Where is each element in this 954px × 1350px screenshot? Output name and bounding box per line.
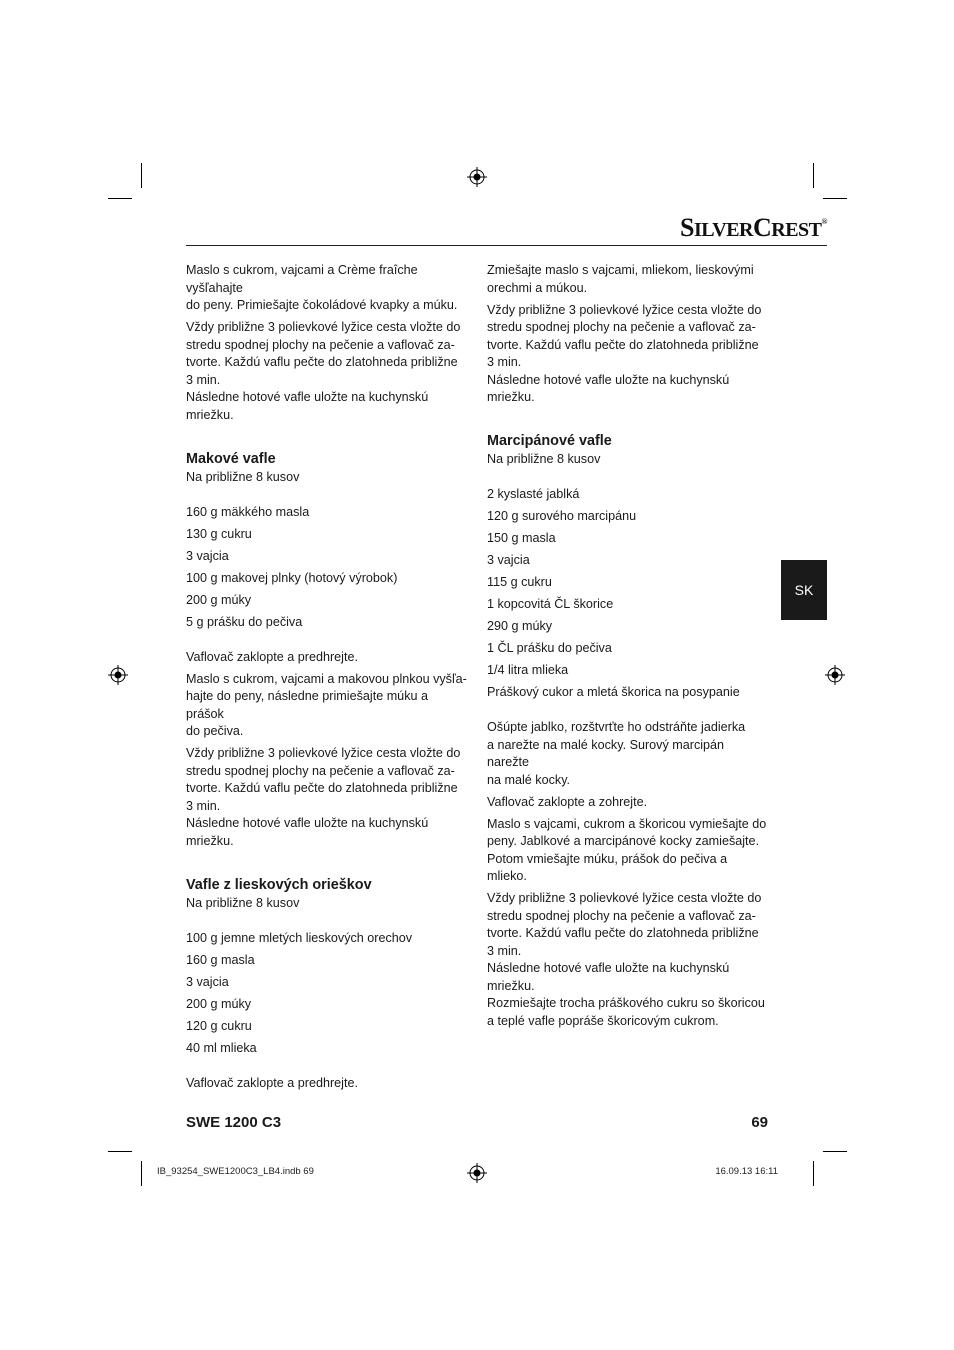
ingredient: 100 g jemne mletých lieskových orechov <box>186 930 413 945</box>
ingredient: 3 vajcia <box>186 974 229 989</box>
page-number: 69 <box>751 1114 768 1131</box>
crop-mark <box>141 1161 142 1186</box>
section-heading: Vafle z lieskových orieškov <box>186 876 372 893</box>
ingredient: 40 ml mlieka <box>186 1040 257 1055</box>
crop-mark <box>813 163 814 188</box>
silvercrest-logo: SILVERCREST® <box>680 213 827 242</box>
ingredient: 1 ČL prášku do pečiva <box>487 641 612 655</box>
ingredient-list <box>186 504 468 632</box>
paragraph: Maslo s cukrom, vajcami a Crème fraîche vyšľahajte do peny. Primiešajte čokoládové kvapky a múku. <box>186 263 458 312</box>
language-tab-label: SK <box>794 582 814 598</box>
ingredient: 2 kyslasté jablká <box>487 487 580 501</box>
yield-text: Na približne 8 kusov <box>186 469 300 484</box>
right-column <box>487 262 769 1035</box>
registration-mark-icon <box>108 665 128 685</box>
crop-mark <box>813 1161 814 1186</box>
ingredient: 120 g surového marcipánu <box>487 509 637 523</box>
crop-mark <box>823 198 847 199</box>
registration-mark-icon <box>467 1163 487 1183</box>
yield-text: Na približne 8 kusov <box>487 452 601 466</box>
paragraph: Vždy približne 3 polievkové lyžice cesta vložte do stredu spodnej plochy na pečenie a vaflovač za- tvorte. Každú vaflu pečte do zlatohneda približne 3 min. Následne hotové vafle uložte na kuchynskú mriežku. <box>186 746 461 848</box>
ingredient: 130 g cukru <box>186 526 252 541</box>
ingredient-list <box>186 930 468 1058</box>
registration-mark-icon <box>467 167 487 187</box>
footer-model: SWE 1200 C3 <box>186 1114 282 1131</box>
crop-mark <box>823 1151 847 1152</box>
paragraph: Vždy približne 3 polievkové lyžice cesta vložte do stredu spodnej plochy na pečenie a vaflovač za- tvorte. Každú vaflu pečte do zlatohneda približne 3 min. Následne hotové vafle uložte na kuchynskú mriežku. Rozmiešajte trocha práškového cukru so škoricou a teplé vafle popráše škoricovým cukrom. <box>487 891 765 1028</box>
crop-mark <box>108 1151 132 1152</box>
paragraph: Vždy približne 3 polievkové lyžice cesta vložte do stredu spodnej plochy na pečenie a vaflovač za- tvorte. Každú vaflu pečte do zlatohneda približne 3 min. Následne hotové vafle uložte na kuchynskú mriežku. <box>186 320 461 422</box>
section-heading: Marcipánové vafle <box>487 433 612 449</box>
ingredient: 150 g masla <box>487 531 556 545</box>
left-column <box>186 262 468 1097</box>
ingredient: 160 g mäkkého masla <box>186 504 310 519</box>
ingredient: 5 g prášku do pečiva <box>186 614 303 629</box>
ingredient: 3 vajcia <box>186 548 229 563</box>
registration-mark-icon <box>825 665 845 685</box>
paragraph: Vaflovač zaklopte a predhrejte. <box>186 1075 358 1090</box>
paragraph: Zmiešajte maslo s vajcami, mliekom, lieskovými orechmi a múkou. <box>487 263 754 295</box>
paragraph: Vaflovač zaklopte a zohrejte. <box>487 794 648 809</box>
ingredient: 200 g múky <box>186 996 252 1011</box>
language-tab <box>781 560 827 620</box>
paragraph: Maslo s vajcami, cukrom a škoricou vymiešajte do peny. Jablkové a marcipánové kocky zamiešajte. Potom vmiešajte múku, prášok do pečiva a mlieko. <box>487 816 767 883</box>
header-rule <box>186 245 827 246</box>
section-heading: Makové vafle <box>186 450 276 467</box>
ingredient-list <box>487 486 769 702</box>
print-slug-datetime: 16.09.13 16:11 <box>715 1166 778 1177</box>
ingredient: 290 g múky <box>487 619 553 633</box>
ingredient: 3 vajcia <box>487 553 530 567</box>
ingredient: 100 g makovej plnky (hotový výrobok) <box>186 570 398 585</box>
yield-text: Na približne 8 kusov <box>186 895 300 910</box>
paragraph: Vždy približne 3 polievkové lyžice cesta vložte do stredu spodnej plochy na pečenie a vaflovač za- tvorte. Každú vaflu pečte do zlatohneda približne 3 min. Následne hotové vafle uložte na kuchynskú mriežku. <box>487 302 762 404</box>
ingredient: 160 g masla <box>186 952 255 967</box>
ingredient: 1 kopcovitá ČL škorice <box>487 597 614 611</box>
print-slug-file: IB_93254_SWE1200C3_LB4.indb 69 <box>157 1166 314 1177</box>
paragraph: Maslo s cukrom, vajcami a makovou plnkou vyšľa- hajte do peny, následne primiešajte múku a prášok do pečiva. <box>186 671 467 738</box>
crop-mark <box>141 163 142 188</box>
ingredient: 1/4 litra mlieka <box>487 663 569 677</box>
ingredient: Práškový cukor a mletá škorica na posypanie <box>487 685 740 699</box>
ingredient: 115 g cukru <box>487 575 552 589</box>
paragraph: Vaflovač zaklopte a predhrejte. <box>186 649 358 664</box>
ingredient: 120 g cukru <box>186 1018 252 1033</box>
paragraph: Ošúpte jablko, rozštvrťte ho odstráňte jadierka a narežte na malé kocky. Surový marcipán narežte na malé kocky. <box>487 720 746 787</box>
crop-mark <box>108 198 132 199</box>
ingredient: 200 g múky <box>186 592 252 607</box>
